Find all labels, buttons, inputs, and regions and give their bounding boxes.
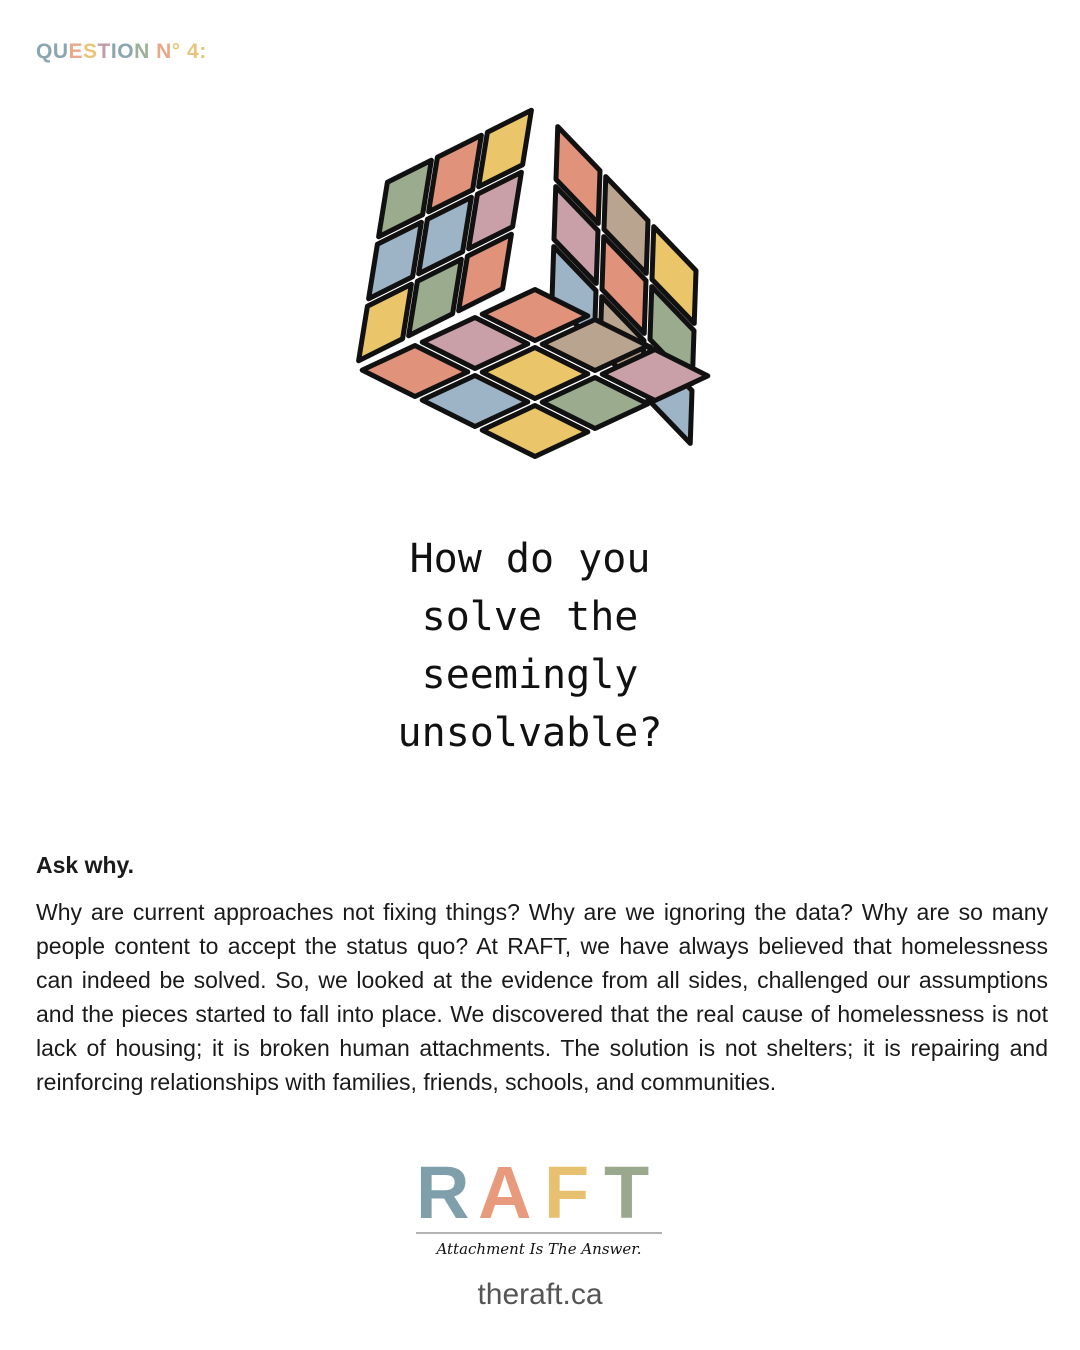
question-label-char: I bbox=[110, 40, 118, 63]
section-heading: Ask why. bbox=[36, 852, 134, 878]
question-label bbox=[36, 40, 207, 64]
cube-tile bbox=[419, 197, 472, 274]
body-paragraph: Why are current approaches not fixing things? Why are we ignoring the data? Why are so many people content to accept the status quo? At RAFT, we have always believed that homelessness can indeed be solved. So, we looked at the evidence from all sides, challenged our assumptions and the pieces started to fall into place. We discovered that the real cause of homelessness is not lack of housing; it is broken human attachments. The solution is not shelters; it is repairing and reinforcing relationships with families, friends, schools, and communities. bbox=[36, 899, 1048, 1095]
question-label-char: : bbox=[199, 40, 207, 63]
rubiks-cube-illustration bbox=[330, 100, 750, 520]
logo-letter: A bbox=[478, 1158, 532, 1234]
tagline: Attachment Is The Answer. bbox=[436, 1240, 642, 1258]
question-label-char: Q bbox=[36, 40, 53, 63]
website-url: theraft.ca bbox=[477, 1278, 603, 1311]
handwritten-line: seemingly bbox=[421, 652, 639, 698]
logo-letter: R bbox=[416, 1158, 470, 1234]
cube-tile bbox=[409, 259, 462, 336]
raft-logo bbox=[416, 1158, 666, 1238]
question-label-char: N bbox=[134, 40, 150, 63]
handwritten-line: How do you bbox=[409, 536, 651, 582]
handwritten-line: unsolvable? bbox=[397, 710, 663, 756]
question-label-char: T bbox=[97, 40, 111, 63]
cube-tile bbox=[369, 222, 422, 299]
logo-letter: F bbox=[544, 1158, 590, 1234]
cube-tile bbox=[379, 160, 432, 237]
question-label-char: S bbox=[83, 40, 98, 63]
logo-letter: T bbox=[604, 1158, 650, 1234]
cube-tile bbox=[429, 135, 482, 212]
handwritten-line: solve the bbox=[421, 594, 639, 640]
question-label-char: U bbox=[52, 40, 69, 63]
rubiks-cube-icon bbox=[330, 100, 750, 520]
question-label-char: N bbox=[156, 40, 172, 63]
cube-tile bbox=[469, 172, 522, 249]
question-label-char: O bbox=[117, 40, 135, 63]
handwritten-question bbox=[380, 530, 680, 762]
raft-logo-mark bbox=[416, 1158, 666, 1238]
question-label-char: E bbox=[68, 40, 84, 63]
question-label-char: ° bbox=[171, 40, 181, 63]
cube-tile bbox=[459, 234, 512, 311]
question-label-char: 4 bbox=[187, 40, 200, 63]
cube-tile bbox=[479, 110, 532, 187]
